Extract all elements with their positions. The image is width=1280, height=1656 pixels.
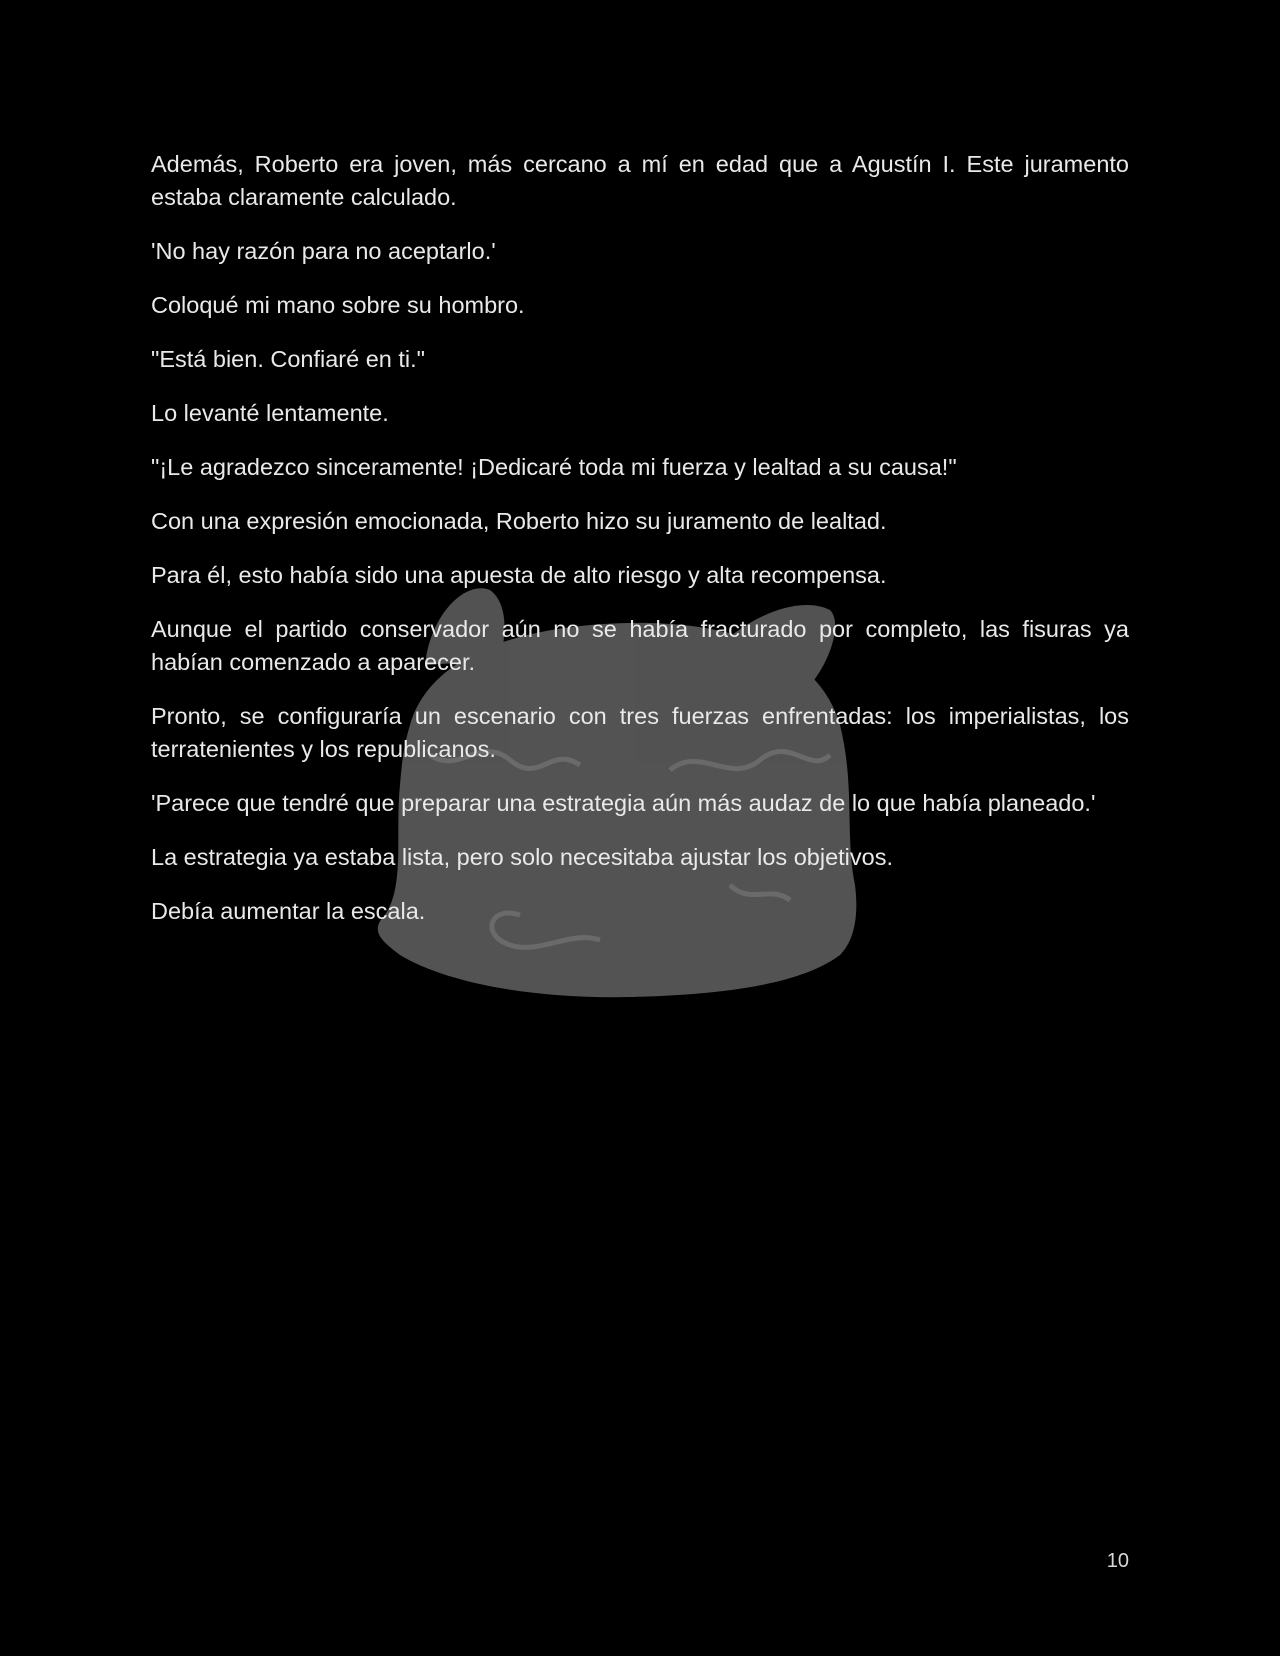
paragraph-10: Pronto, se configuraría un escenario con tres fuerzas enfrentadas: los imperialistas, los terratenientes y los republicanos. [151, 703, 1129, 762]
paragraph-5: Lo levanté lentamente. [151, 400, 389, 426]
paragraph-3: Coloqué mi mano sobre su hombro. [151, 292, 525, 318]
paragraph-6: "¡Le agradezco sinceramente! ¡Dedicaré toda mi fuerza y lealtad a su causa!" [151, 454, 957, 480]
paragraph-8: Para él, esto había sido una apuesta de alto riesgo y alta recompensa. [151, 562, 887, 588]
paragraph-9: Aunque el partido conservador aún no se había fracturado por completo, las fisuras ya habían comenzado a aparecer. [151, 616, 1129, 675]
document-body [151, 148, 1129, 949]
page-number: 10 [1106, 1550, 1129, 1572]
paragraph-2: 'No hay razón para no aceptarlo.' [151, 238, 496, 264]
paragraph-11: 'Parece que tendré que preparar una estrategia aún más audaz de lo que había planeado.' [151, 790, 1096, 816]
paragraph-4: "Está bien. Confiaré en ti." [151, 346, 426, 372]
paragraph-12: La estrategia ya estaba lista, pero solo necesitaba ajustar los objetivos. [151, 844, 893, 870]
paragraph-13: Debía aumentar la escala. [151, 898, 426, 924]
paragraph-7: Con una expresión emocionada, Roberto hizo su juramento de lealtad. [151, 508, 887, 534]
paragraph-1: Además, Roberto era joven, más cercano a mí en edad que a Agustín I. Este juramento estaba claramente calculado. [151, 151, 1129, 210]
